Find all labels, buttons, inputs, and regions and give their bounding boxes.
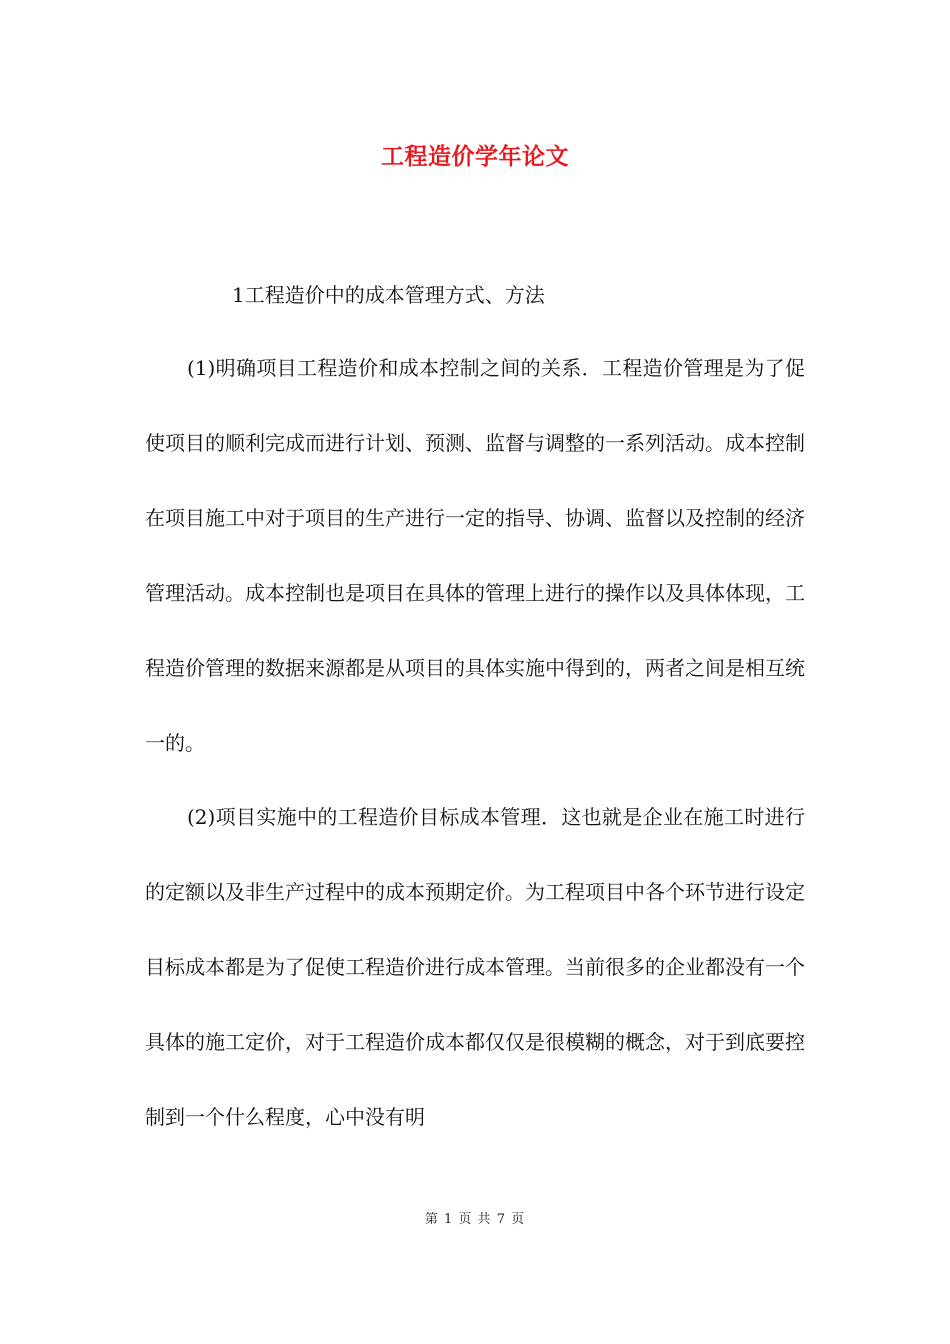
paragraph-2: (2)项目实施中的工程造价目标成本管理．这也就是企业在施工时进行的定额以及非生产过程中的成本预期定价。为工程项目中各个环节进行设定目标成本都是为了促使工程造价进行成本管理。当前很多的企业都没有一个具体的施工定价，对于工程造价成本都仅仅是很模糊的概念，对于到底要控制到一个什么程度，心中没有明	[145, 805, 805, 1129]
section-heading: 1工程造价中的成本管理方式、方法	[232, 283, 545, 307]
paragraph-1: (1)明确项目工程造价和成本控制之间的关系．工程造价管理是为了促使项目的顺利完成而进行计划、预测、监督与调整的一系列活动。成本控制在项目施工中对于项目的生产进行一定的指导、协调、监督以及控制的经济管理活动。成本控制也是项目在具体的管理上进行的操作以及具体体现，工程造价管理的数据来源都是从项目的具体实施中得到的，两者之间是相互统一的。	[145, 356, 805, 755]
page-number-footer: 第 1 页 共 7 页	[424, 1212, 526, 1227]
document-title: 工程造价学年论文	[381, 143, 569, 170]
